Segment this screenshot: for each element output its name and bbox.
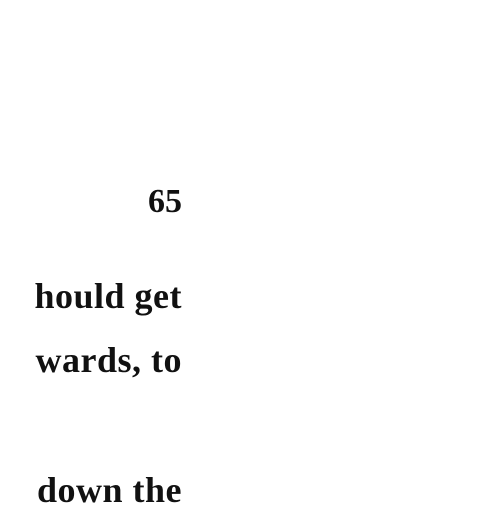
page-number: 65 xyxy=(148,183,182,220)
text-line: hould get xyxy=(34,276,182,316)
text-line: wards, to xyxy=(35,340,182,380)
text-line: down the xyxy=(36,470,182,510)
